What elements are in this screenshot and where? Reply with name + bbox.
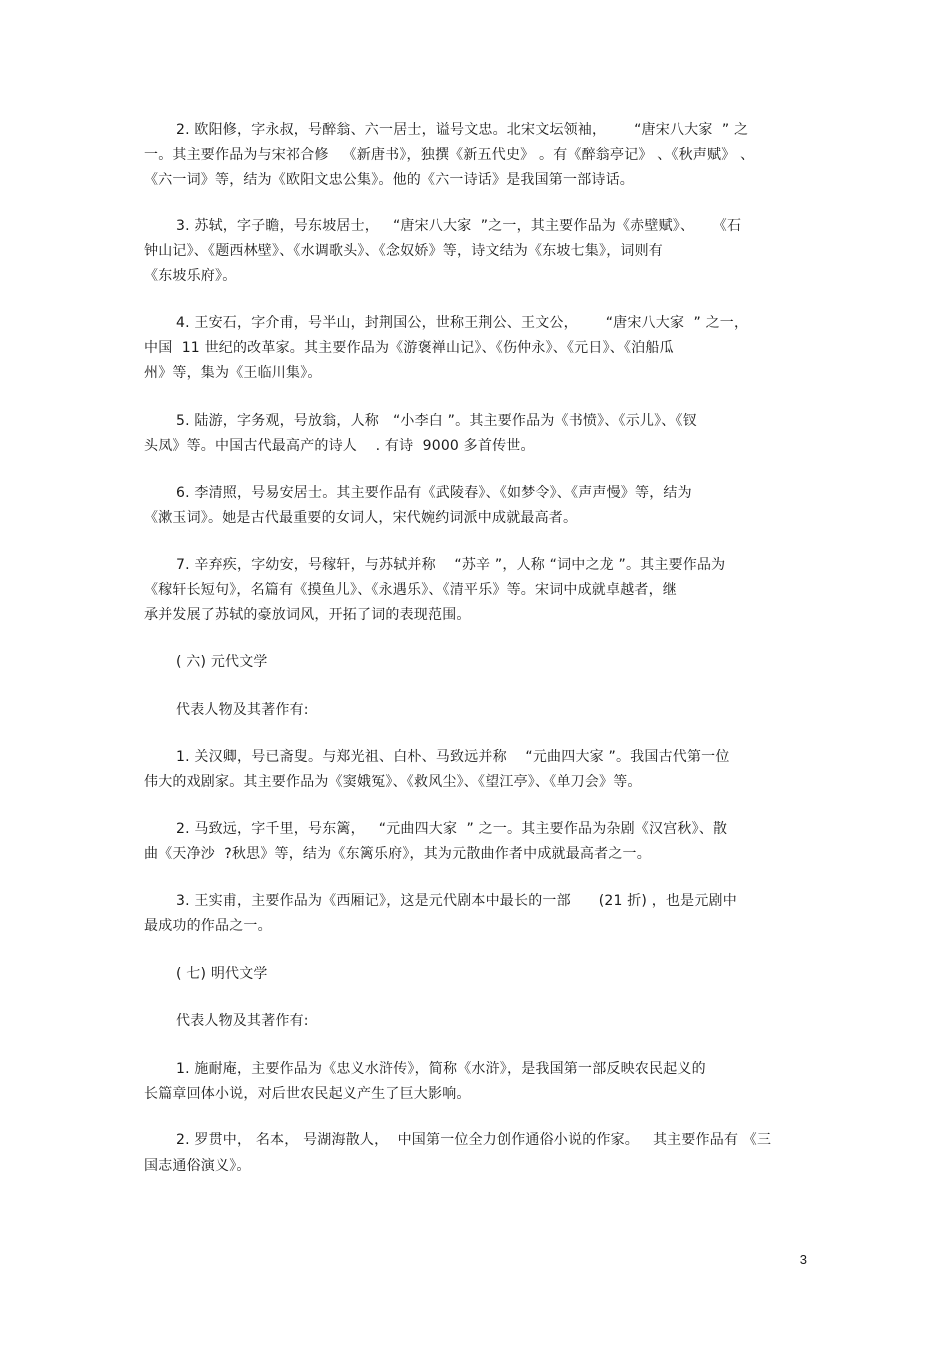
text-line: 1. 施耐庵，主要作品为《忠义水浒传》，简称《水浒》，是我国第一部反映农民起义的: [176, 1061, 706, 1077]
text-line: 代表人物及其著作有:: [176, 1013, 309, 1029]
text-line: 州》等，集为《王临川集》。: [144, 365, 322, 381]
text-line: 7. 辛弃疾，字幼安，号稼轩，与苏轼并称 “苏辛 ”，人称 “词中之龙 ”。其主要作品为: [176, 557, 726, 573]
text-line: 5. 陆游，字务观，号放翁，人称 “小李白 ”。其主要作品为《书愤》、《示儿》、《钗: [176, 413, 697, 429]
text-line: 2. 马致远，字千里，号东篱， “元曲四大家 ” 之一。其主要作品为杂剧《汉宫秋》、散: [176, 821, 728, 837]
text-line: 《稼轩长短句》，名篇有《摸鱼儿》、《永遇乐》、《清平乐》等。宋词中成就卓越者，继: [144, 582, 677, 598]
text-line: 曲《天净沙 ?秋思》等，结为《东篱乐府》，其为元散曲作者中成就最高者之一。: [144, 846, 651, 862]
text-line: 中国 11 世纪的改革家。其主要作品为《游褒禅山记》、《伤仲永》、《元日》、《泊船瓜: [144, 340, 674, 356]
text-line: 1. 关汉卿，号已斋叟。与郑光祖、白朴、马致远并称 “元曲四大家 ”。我国古代第一位: [176, 749, 730, 765]
text-line: 长篇章回体小说，对后世农民起义产生了巨大影响。: [144, 1086, 471, 1102]
text-line: 最成功的作品之一。: [144, 918, 272, 934]
section-heading: ( 七) 明代文学: [176, 966, 268, 982]
text-line: 《东坡乐府》。: [144, 268, 237, 284]
text-line: 代表人物及其著作有:: [176, 702, 309, 718]
text-line: 3. 王实甫，主要作品为《西厢记》，这是元代剧本中最长的一部 (21 折) ，也是元剧中: [176, 893, 737, 909]
text-line: 4. 王安石，字介甫，号半山，封荆国公，世称王荆公、王文公， “唐宋八大家 ” 之一，: [176, 315, 749, 331]
text-line: 国志通俗演义》。: [144, 1158, 251, 1174]
section-heading: ( 六) 元代文学: [176, 654, 268, 670]
text-line: 《漱玉词》。她是古代最重要的女词人，宋代婉约词派中成就最高者。: [144, 510, 578, 526]
text-line: 伟大的戏剧家。其主要作品为《窦娥冤》、《救风尘》、《望江亭》、《单刀会》等。: [144, 774, 642, 790]
text-line: 2. 欧阳修，字永叔，号醉翁、六一居士，谥号文忠。北宋文坛领袖， “唐宋八大家 ” 之: [176, 122, 749, 138]
text-line: 《六一词》等，结为《欧阳文忠公集》。他的《六一诗话》是我国第一部诗话。: [144, 172, 634, 188]
text-line: 钟山记》、《题西林壁》、《水调歌头》、《念奴娇》等，诗文结为《东坡七集》，词则有: [144, 243, 663, 259]
text-line: 承并发展了苏轼的豪放词风，开拓了词的表现范围。: [144, 607, 471, 623]
page-number: 3: [799, 1252, 807, 1267]
text-line: 2. 罗贯中， 名本， 号湖海散人， 中国第一位全力创作通俗小说的作家。 其主要作品有 《三: [176, 1132, 772, 1148]
text-line: 3. 苏轼，字子瞻，号东坡居士， “唐宋八大家 ”之一，其主要作品为《赤壁赋》、 《石: [176, 218, 742, 234]
text-line: 头凤》等。中国古代最高产的诗人 . 有诗 9000 多首传世。: [144, 438, 535, 454]
text-line: 一。其主要作品为与宋祁合修 《新唐书》，独撰《新五代史》 。有《醉翁亭记》 、《秋声赋》 、: [144, 147, 755, 163]
text-line: 6. 李清照，号易安居士。其主要作品有《武陵春》、《如梦令》、《声声慢》等，结为: [176, 485, 692, 501]
